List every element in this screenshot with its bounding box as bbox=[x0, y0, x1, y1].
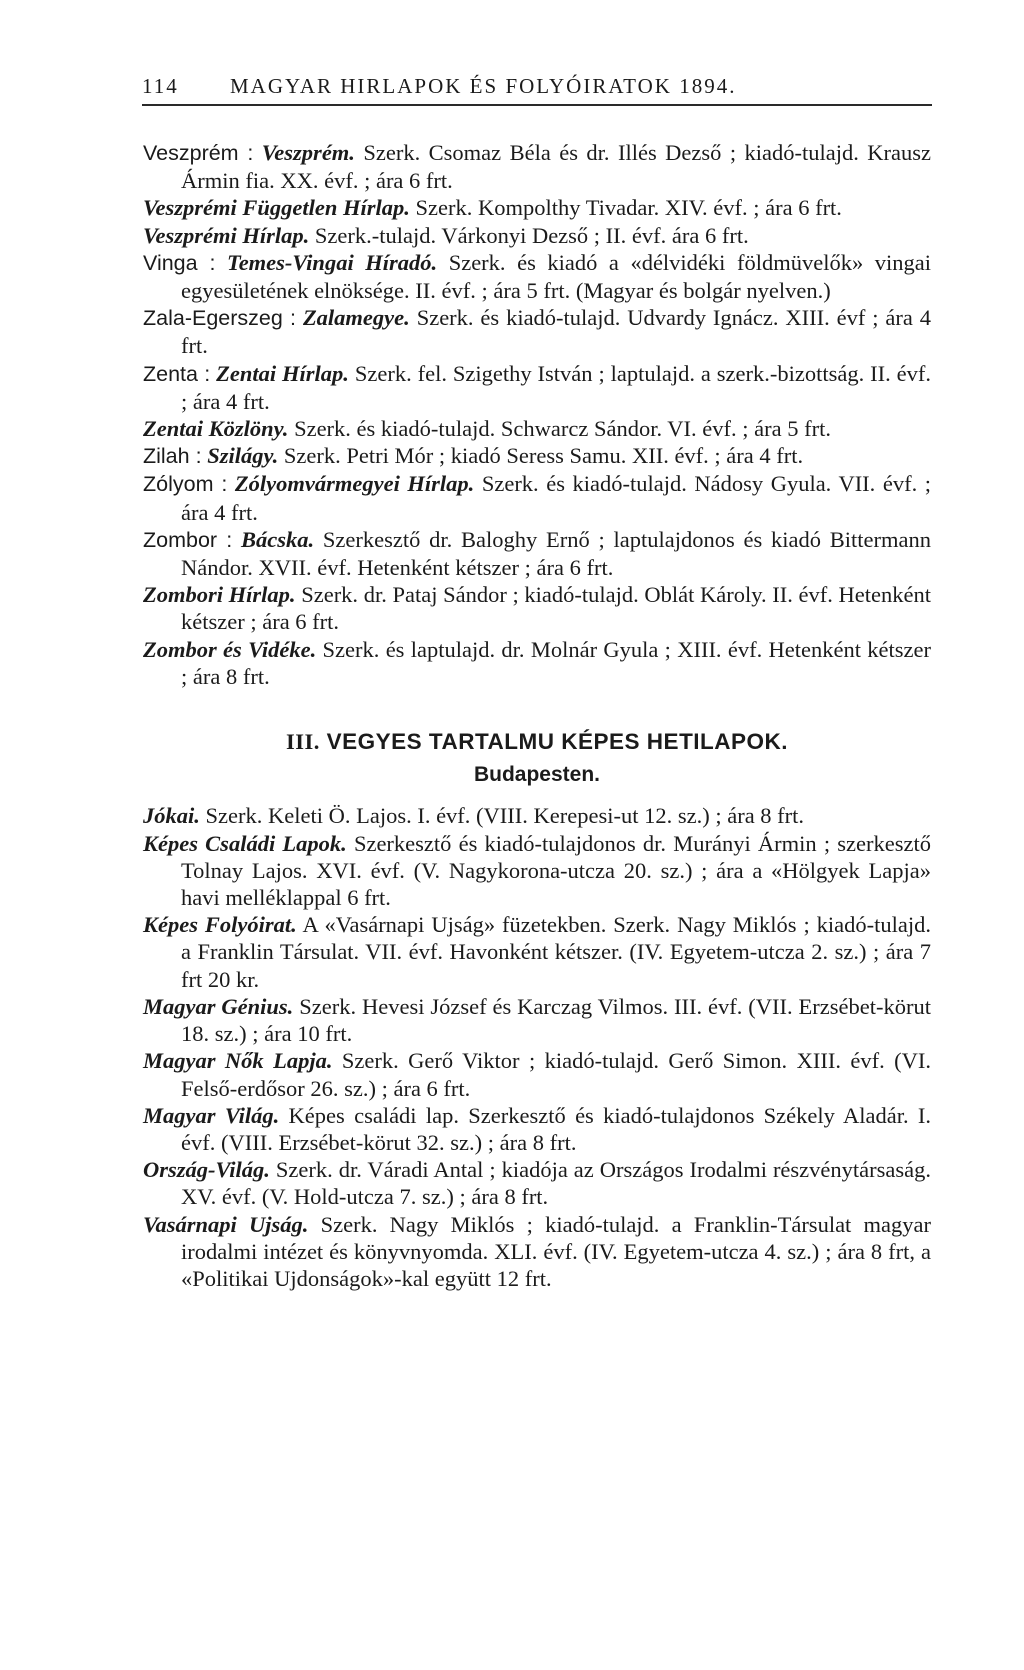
entry bbox=[143, 304, 931, 359]
entry bbox=[143, 830, 931, 912]
entry-text: Szerk. Csomaz Béla és dr. Illés Dezső ; kiadó-tulajd. Krausz Ármin fia. XX. évf. ; ára 6 frt. bbox=[181, 140, 932, 194]
place-name: Zala-Egerszeg : bbox=[143, 306, 297, 331]
entry bbox=[143, 636, 931, 690]
entry-text: Szerkesztő dr. Baloghy Ernő ; laptulajdonos és kiadó Bittermann Nándor. XVII. évf. Hetenként kétszer ; ára 6 frt. bbox=[181, 526, 932, 581]
journal-title: Temes-Vingai Híradó. bbox=[227, 249, 438, 275]
provincial-entries bbox=[143, 139, 931, 690]
entry-text: Szerk.-tulajd. Várkonyi Dezső ; II. évf. ára 6 frt. bbox=[314, 222, 749, 248]
entry-text: Szerk. és kiadó-tulajd. Nádosy Gyula. VII. évf. ; ára 4 frt. bbox=[181, 471, 932, 525]
header-rule bbox=[142, 104, 932, 106]
place-name: Zilah : bbox=[143, 444, 202, 469]
entry bbox=[143, 581, 931, 635]
section-heading bbox=[143, 728, 931, 755]
journal-title: Zentai Hírlap. bbox=[216, 360, 349, 386]
journal-title: Képes Folyóirat. bbox=[143, 912, 297, 938]
entry-text: Szerk. és kiadó a «délvidéki földmüvelők» vingai egyesületének elnöksége. II. évf. ; ára 5 frt. (Magyar és bolgár nyelven.) bbox=[181, 249, 931, 304]
place-name: Veszprém : bbox=[143, 141, 254, 165]
entry-text: Szerk. Nagy Miklós ; kiadó-tulajd. a Franklin-Társulat magyar irodalmi intézet és könyvnyomda. XLI. évf. (IV. Egyetem-utcza 4. sz.) ; ára 8 frt, a «Politikai Ujdonságok»-kal együtt 12 frt. bbox=[181, 1211, 931, 1291]
section-gap bbox=[143, 690, 931, 728]
place-name: Zólyom : bbox=[143, 472, 228, 497]
journal-title: Jókai. bbox=[143, 803, 200, 829]
journal-title: Ország-Világ. bbox=[143, 1157, 270, 1183]
place-name: Zombor : bbox=[143, 527, 233, 552]
journal-title: Veszprémi Hírlap. bbox=[143, 222, 310, 248]
journal-title: Veszprémi Független Hírlap. bbox=[143, 195, 410, 221]
journal-title: Magyar Nők Lapja. bbox=[143, 1048, 333, 1074]
running-header bbox=[142, 74, 932, 99]
entry-text: Szerk. és laptulajd. dr. Molnár Gyula ; XIII. évf. Hetenként kétszer ; ára 8 frt. bbox=[181, 636, 931, 689]
journal-title: Képes Családi Lapok. bbox=[143, 830, 347, 856]
entry-text: Szerk. Petri Mór ; kiadó Seress Samu. XII. évf. ; ára 4 frt. bbox=[283, 443, 804, 469]
entry-text: Szerk. Hevesi József és Karczag Vilmos. III. évf. (VII. Erzsébet-körut 18. sz.) ; ára 10 frt. bbox=[181, 993, 931, 1047]
entry bbox=[143, 249, 931, 304]
entry bbox=[143, 1156, 931, 1210]
entry bbox=[143, 1211, 931, 1293]
entry-text: Szerk. fel. Szigethy István ; laptulajd. a szerk.-bizottság. II. évf. ; ára 4 frt. bbox=[181, 360, 931, 414]
section-title: VEGYES TARTALMU KÉPES HETILAPOK. bbox=[326, 729, 789, 755]
entry bbox=[143, 194, 931, 221]
entry bbox=[143, 911, 931, 993]
entry bbox=[143, 993, 931, 1047]
place-name: Vinga : bbox=[143, 250, 216, 275]
entry bbox=[143, 1047, 931, 1101]
journal-title: Magyar Génius. bbox=[143, 993, 294, 1019]
page-number: 114 bbox=[142, 74, 179, 98]
journal-title: Bácska. bbox=[240, 526, 315, 552]
entry bbox=[143, 139, 931, 194]
entry-text: Képes családi lap. Szerkesztő és kiadó-tulajdonos Székely Aladár. I. évf. (VIII. Erzsébet-körut 32. sz.) ; ára 8 frt. bbox=[181, 1102, 931, 1155]
entry-text: Szerkesztő és kiadó-tulajdonos dr. Murányi Ármin ; szerkesztő Tolnay Lajos. XVI. évf. (V. Nagykorona-utcza 20. sz.) ; ára a «Hölgyek Lapja» havi melléklappal 6 frt. bbox=[181, 830, 931, 911]
entry-text: Szerk. és kiadó-tulajd. Udvardy Ignácz. XIII. évf ; ára 4 frt. bbox=[181, 305, 932, 359]
journal-title: Zalamegye. bbox=[302, 305, 410, 331]
running-title: MAGYAR HIRLAPOK ÉS FOLYÓIRATOK 1894. bbox=[230, 74, 737, 98]
journal-title: Szilágy. bbox=[207, 443, 279, 469]
entry bbox=[143, 470, 931, 525]
journal-title: Veszprém. bbox=[261, 140, 355, 165]
entry bbox=[143, 360, 931, 415]
budapest-entries bbox=[143, 802, 931, 1292]
place-name: Zenta : bbox=[143, 361, 211, 386]
entry-text: Szerk. Kompolthy Tivadar. XIV. évf. ; ára 6 frt. bbox=[415, 195, 842, 221]
entry bbox=[143, 442, 931, 470]
entry-text: Szerk. Gerő Viktor ; kiadó-tulajd. Gerő Simon. XIII. évf. (VI. Felső-erdősor 26. sz.) ; ára 6 frt. bbox=[181, 1048, 932, 1101]
journal-title: Magyar Világ. bbox=[143, 1102, 280, 1128]
entry-text: A «Vasárnapi Ujság» füzetekben. Szerk. Nagy Miklós ; kiadó-tulajd. a Franklin Társulat. VII. évf. Havonként kétszer. (IV. Egyetem-utcza 2. sz.) ; ára 7 frt 20 kr. bbox=[181, 912, 931, 992]
entry-text: Szerk. Keleti Ö. Lajos. I. évf. (VIII. Kerepesi-ut 12. sz.) ; ára 8 frt. bbox=[205, 803, 805, 829]
entry bbox=[143, 415, 931, 442]
journal-title: Zentai Közlöny. bbox=[143, 416, 289, 442]
journal-title: Zombor és Vidéke. bbox=[143, 636, 317, 662]
entry-text: Szerk. dr. Váradi Antal ; kiadója az Országos Irodalmi részvénytársaság. XV. évf. (V. Hold-utcza 7. sz.) ; ára 8 frt. bbox=[181, 1157, 931, 1210]
entry-text: Szerk. dr. Pataj Sándor ; kiadó-tulajd. Oblát Károly. II. évf. Hetenként kétszer ; ára 6 frt. bbox=[181, 582, 932, 635]
main-text bbox=[143, 139, 931, 1292]
journal-title: Zólyomvármegyei Hírlap. bbox=[234, 471, 475, 497]
journal-title: Vasárnapi Ujság. bbox=[143, 1211, 309, 1237]
section-number: III. bbox=[285, 729, 320, 755]
journal-title: Zombori Hírlap. bbox=[143, 582, 296, 608]
section-subheading: Budapesten. bbox=[473, 763, 601, 787]
entry bbox=[143, 1102, 931, 1156]
entry bbox=[143, 222, 931, 249]
entry-text: Szerk. és kiadó-tulajd. Schwarcz Sándor. VI. évf. ; ára 5 frt. bbox=[294, 416, 831, 442]
entry bbox=[143, 802, 931, 829]
entry bbox=[143, 526, 931, 581]
